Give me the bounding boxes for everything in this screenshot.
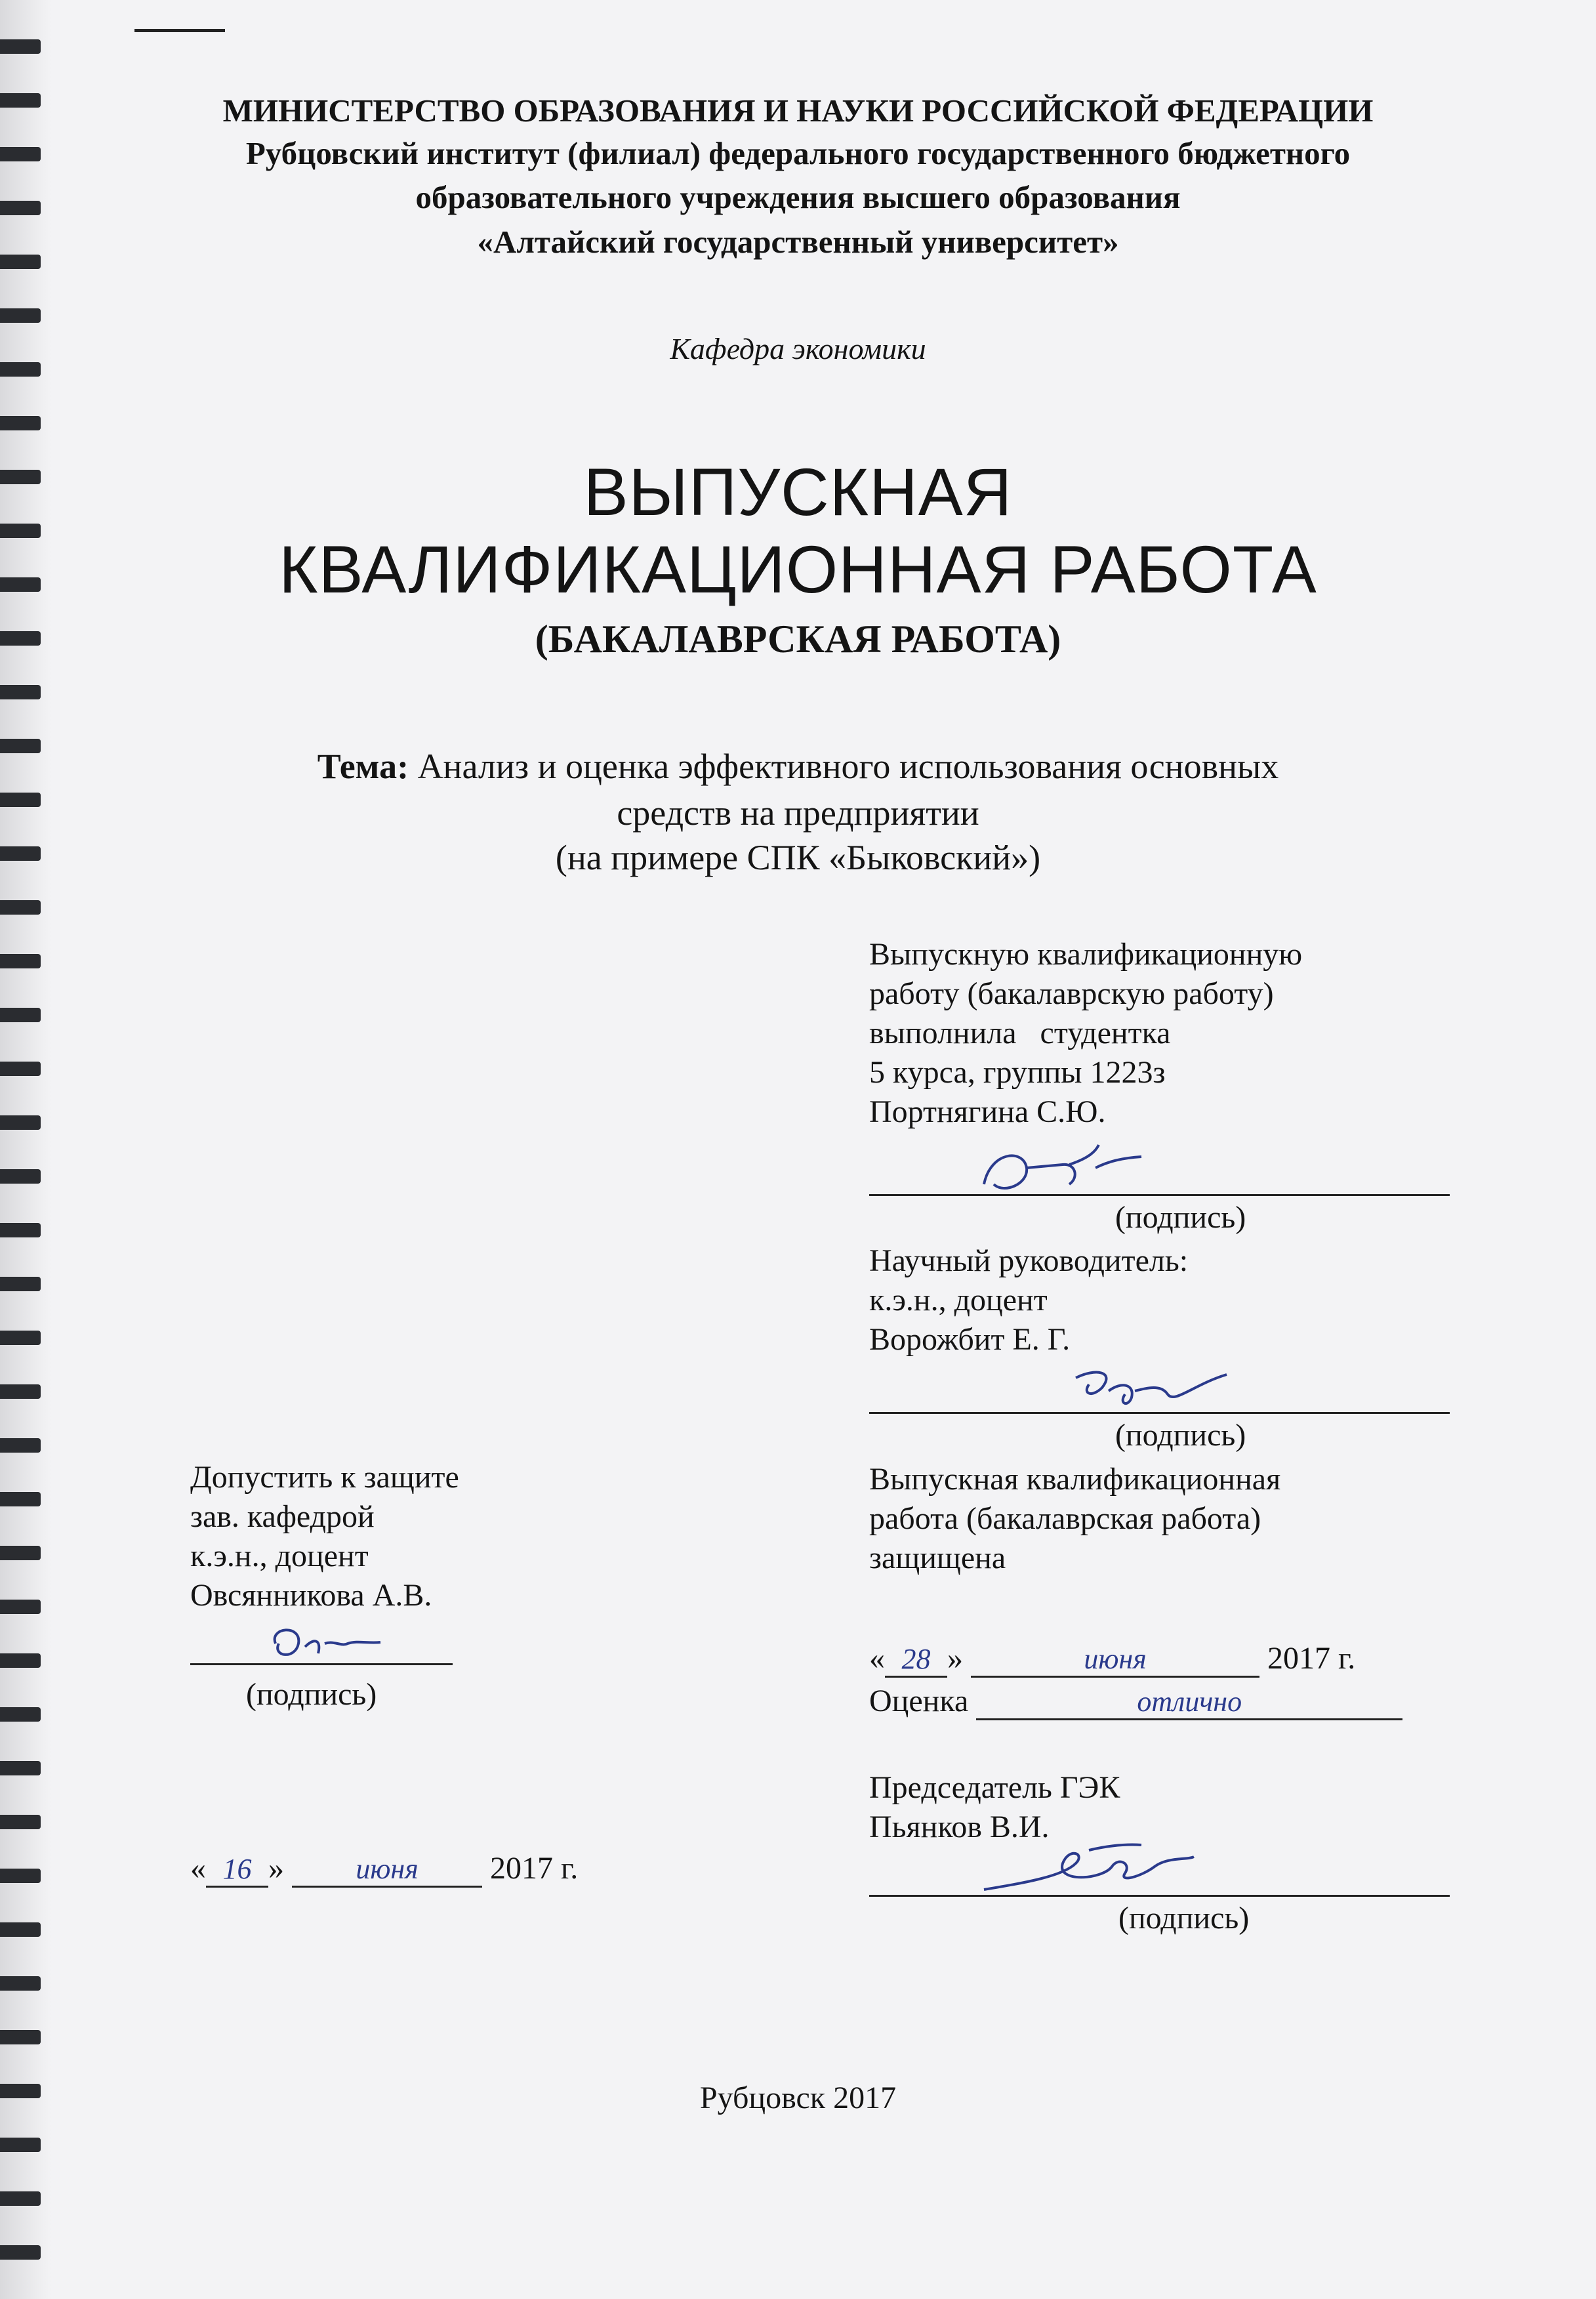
institute-line-2: образовательного учреждения высшего образования	[415, 179, 1181, 215]
commission-label: Председатель ГЭК	[869, 1770, 1120, 1805]
topic-line-3: (на примере СПК «Быковский»)	[555, 838, 1041, 877]
supervisor-block	[869, 1241, 1188, 1359]
binding-tab	[0, 685, 41, 699]
institute-line-1: Рубцовский институт (филиал) федерального государственного бюджетного	[245, 135, 1351, 171]
author-signature-caption: (подпись)	[1115, 1200, 1246, 1235]
topic-line-2: средств на предприятии	[617, 793, 979, 833]
author-line-4: 5 курса, группы 1223з	[869, 1055, 1166, 1090]
defense-date-month: июня	[971, 1642, 1259, 1678]
grade-label: Оценка	[869, 1684, 969, 1718]
binding-tab	[0, 1384, 41, 1399]
topic-label: Тема:	[317, 747, 409, 786]
binding-tab	[0, 1707, 41, 1722]
ministry-heading: МИНИСТЕРСТВО ОБРАЗОВАНИЯ И НАУКИ РОССИЙСКОЙ ФЕДЕРАЦИИ	[222, 93, 1374, 129]
supervisor-label: Научный руководитель:	[869, 1243, 1189, 1278]
defense-date	[869, 1640, 1355, 1678]
supervisor-name: Ворожбит Е. Г.	[869, 1322, 1071, 1357]
defense-block	[869, 1460, 1280, 1578]
binding-tab	[0, 1600, 41, 1614]
binding-tab	[0, 1546, 41, 1560]
commission-signature-caption: (подпись)	[1118, 1901, 1250, 1936]
title-line-3: (БАКАЛАВРСКАЯ РАБОТА)	[535, 617, 1061, 661]
admission-date-year: 2017 г.	[490, 1851, 579, 1886]
binding-tab	[0, 1277, 41, 1291]
defense-line-2: работа (бакалаврская работа)	[869, 1501, 1261, 1536]
binding-tab	[0, 2245, 41, 2260]
supervisor-signature	[1063, 1358, 1240, 1424]
grade-value: отлично	[976, 1685, 1402, 1720]
binding-tab	[0, 1438, 41, 1453]
topic-text-1: Анализ и оценка эффективного использования основных	[417, 747, 1279, 786]
admission-date-close-quote: »	[268, 1851, 284, 1886]
binding-tab	[0, 416, 41, 430]
binding-tab	[0, 1492, 41, 1506]
author-name: Портнягина С.Ю.	[869, 1094, 1106, 1129]
binding-tab	[0, 1869, 41, 1883]
admission-date-month: июня	[292, 1852, 482, 1888]
department: Кафедра экономики	[670, 332, 926, 365]
binding-tab	[0, 308, 41, 323]
binding-tab	[0, 1062, 41, 1076]
author-block	[869, 935, 1302, 1132]
defense-date-day: 28	[885, 1642, 947, 1678]
commission-name: Пьянков В.И.	[869, 1810, 1050, 1844]
admission-date-open-quote: «	[190, 1851, 206, 1886]
admission-block	[190, 1458, 459, 1615]
binding-tab	[0, 1008, 41, 1022]
author-line-1: Выпускную квалификационную	[869, 937, 1303, 972]
binding-tab	[0, 2191, 41, 2206]
institute-line-3: «Алтайский государственный университет»	[477, 224, 1119, 260]
binding-tab	[0, 1223, 41, 1237]
commission-block	[869, 1768, 1120, 1847]
binding-tab	[0, 1653, 41, 1668]
grade-row	[869, 1683, 1402, 1720]
admission-name: Овсянникова А.В.	[190, 1578, 432, 1613]
defense-date-open-quote: «	[869, 1641, 885, 1676]
title-line-1: ВЫПУСКНАЯ	[583, 455, 1013, 529]
author-line-2: работу (бакалаврскую работу)	[869, 976, 1274, 1011]
topic-line-1	[0, 746, 1596, 787]
binding-tab	[0, 1331, 41, 1345]
commission-signature	[971, 1837, 1233, 1909]
supervisor-degree: к.э.н., доцент	[869, 1283, 1048, 1317]
defense-line-3: защищена	[869, 1541, 1006, 1575]
title-line-2: КВАЛИФИКАЦИОННАЯ РАБОТА	[279, 532, 1317, 607]
binding-tab	[0, 1761, 41, 1775]
top-mark	[134, 29, 225, 32]
admission-line-1: Допустить к защите	[190, 1460, 459, 1495]
defense-date-close-quote: »	[947, 1641, 963, 1676]
binding-tab	[0, 39, 41, 54]
binding-tab	[0, 1976, 41, 1991]
binding-tab	[0, 954, 41, 968]
admission-line-2: зав. кафедрой	[190, 1499, 375, 1534]
supervisor-signature-caption: (подпись)	[1115, 1418, 1246, 1453]
admission-signature	[256, 1617, 387, 1676]
binding-tab	[0, 1169, 41, 1184]
binding-tab	[0, 1115, 41, 1130]
author-line-3: выполнила студентка	[869, 1016, 1171, 1050]
admission-line-3: к.э.н., доцент	[190, 1539, 369, 1573]
binding-tab	[0, 2030, 41, 2044]
city-year: Рубцовск 2017	[699, 2081, 897, 2115]
defense-date-year: 2017 г.	[1267, 1641, 1356, 1676]
binding-tab	[0, 1815, 41, 1829]
admission-date	[190, 1850, 578, 1888]
binding-tab	[0, 2138, 41, 2152]
defense-line-1: Выпускная квалификационная	[869, 1462, 1281, 1497]
binding-tab	[0, 900, 41, 915]
admission-date-day: 16	[206, 1852, 268, 1888]
admission-signature-caption: (подпись)	[246, 1677, 377, 1712]
binding-tab	[0, 1922, 41, 1937]
